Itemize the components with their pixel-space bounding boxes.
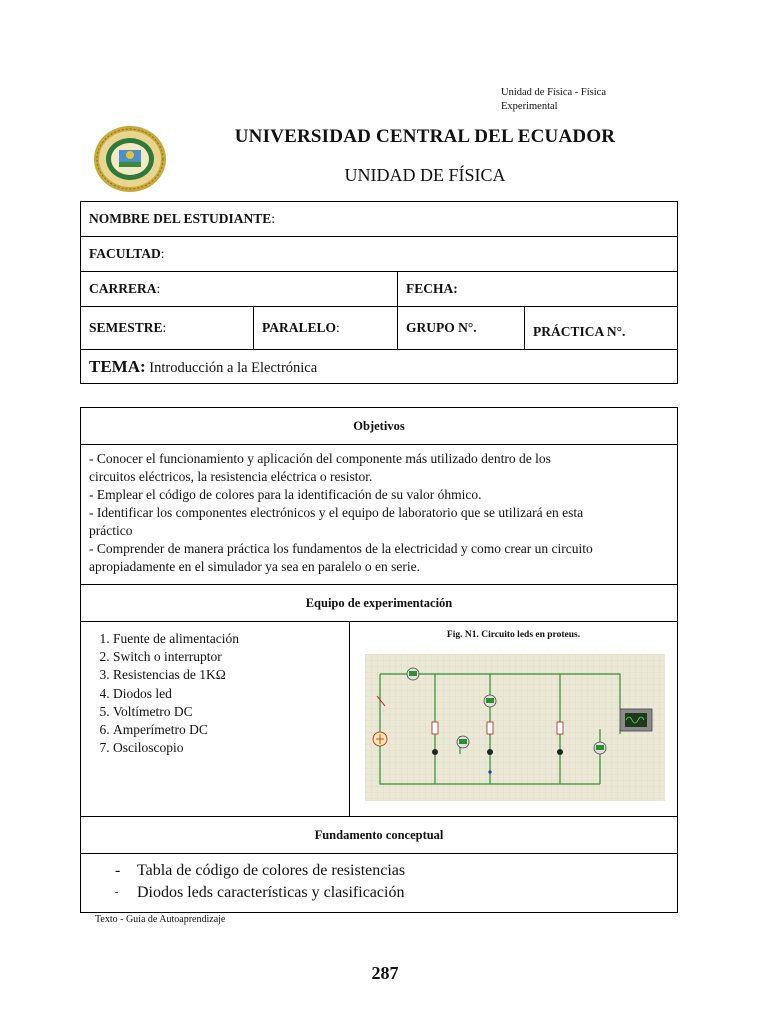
list-item: 2. Switch o interruptor [113, 648, 341, 666]
student-info-table [80, 201, 678, 384]
colon: : [336, 320, 340, 335]
facultad-cell[interactable] [81, 237, 678, 272]
university-title: UNIVERSIDAD CENTRAL DEL ECUADOR [234, 126, 616, 147]
equipo-list-cell [81, 622, 350, 817]
tema-label: TEMA: [89, 356, 146, 376]
figure-cell [350, 622, 678, 817]
circuit-simulation-image [365, 654, 665, 801]
objetivo-line: - Conocer el funcionamiento y aplicación del componente más utilizado dentro de los [89, 451, 551, 466]
objetivo-line: - Comprender de manera práctica los fundamentos de la electricidad y como crear un circuito [89, 541, 593, 556]
objetivo-line: - Identificar los componentes electrónicos y el equipo de laboratorio que se utilizará en esta [89, 505, 584, 520]
practice-content-table [80, 407, 678, 913]
page-number: 287 [371, 963, 399, 983]
fecha-cell[interactable] [398, 272, 678, 307]
list-item: 1. Fuente de alimentación [113, 630, 341, 648]
paralelo-cell[interactable] [254, 307, 398, 350]
tema-cell [81, 350, 678, 384]
header-note-line2: Experimental [501, 101, 558, 112]
list-item: 6. Amperímetro DC [113, 721, 341, 739]
practica-label: PRÁCTICA N°. [533, 324, 626, 339]
colon: : [162, 320, 167, 335]
facultad-label: FACULTAD [89, 246, 161, 261]
footer-text: Texto - Guía de Autoaprendizaje [95, 914, 226, 925]
list-item [89, 882, 669, 904]
semestre-label: SEMESTRE [89, 320, 163, 335]
objetivo-line: apropiadamente en el simulador ya sea en paralelo o en serie. [89, 559, 420, 574]
grupo-cell[interactable] [398, 307, 525, 350]
bullet: - [115, 887, 119, 898]
nombre-cell[interactable] [81, 202, 678, 237]
fecha-label: FECHA: [406, 281, 458, 296]
header-note [501, 86, 701, 114]
list-item: 3. Resistencias de 1KΩ [113, 666, 341, 684]
equipo-list [89, 630, 341, 757]
figure-caption: Fig. N1. Circuito leds en proteus. [446, 630, 581, 640]
colon: : [156, 281, 161, 296]
objetivos-body [81, 445, 678, 585]
fundamento-item: Tabla de código de colores de resistencias [137, 862, 406, 879]
grupo-label: GRUPO N°. [406, 320, 477, 335]
semestre-cell[interactable] [81, 307, 254, 350]
list-item: 4. Diodos led [113, 685, 341, 703]
fundamento-heading: Fundamento conceptual [81, 817, 678, 854]
paralelo-label: PARALELO [262, 320, 337, 335]
objetivos-heading: Objetivos [81, 408, 678, 445]
colon: : [271, 211, 276, 226]
bullet: - [115, 862, 121, 879]
nombre-label: NOMBRE DEL ESTUDIANTE [89, 211, 272, 226]
list-item: 7. Osciloscopio [113, 739, 341, 757]
fundamento-item: Diodos leds características y clasificación [137, 884, 405, 901]
list-item [89, 860, 669, 882]
carrera-cell[interactable] [81, 272, 398, 307]
colon: : [160, 246, 165, 261]
fundamento-body [81, 854, 678, 913]
objetivo-line: circuitos eléctricos, la resistencia eléctrica o resistor. [89, 469, 373, 484]
unit-title: UNIDAD DE FÍSICA [344, 165, 506, 185]
practica-cell[interactable] [525, 307, 678, 350]
objetivo-line: - Emplear el código de colores para la identificación de su valor óhmico. [89, 487, 482, 502]
equipo-heading: Equipo de experimentación [81, 585, 678, 622]
objetivo-line: práctico [89, 523, 133, 538]
carrera-label: CARRERA [89, 281, 157, 296]
tema-value: Introducción a la Electrónica [149, 359, 318, 376]
header-note-line1: Unidad de Física - Física [501, 87, 606, 98]
list-item: 5. Voltímetro DC [113, 703, 341, 721]
